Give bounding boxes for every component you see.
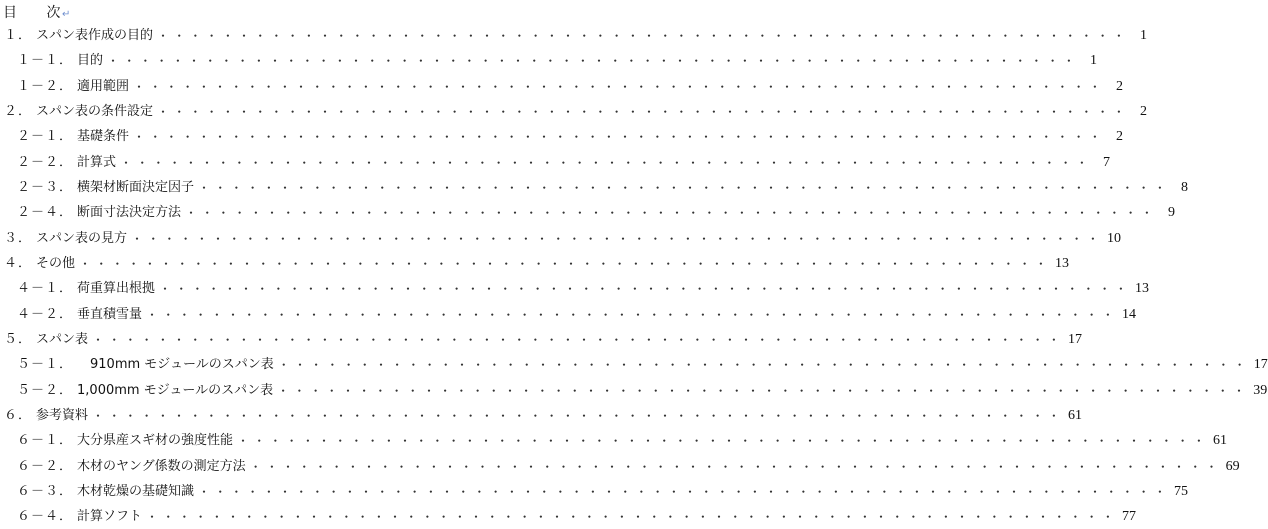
toc-entry-page: 2 <box>1140 104 1148 119</box>
toc-entry-number: ３． <box>4 231 33 246</box>
toc-entry-title: 適用範囲 <box>77 79 130 94</box>
toc-entry-leader: ・・・・・・・・・・・・・・・・・・・・・・・・・・・・・・・・・・・・・・・・・・・・・・・・・・・・・・・・・・・・ <box>157 29 1130 43</box>
toc-entry-4-1 <box>17 279 1150 299</box>
toc-entry-6-2 <box>17 457 1240 477</box>
toc-entry-page: 13 <box>1135 281 1150 296</box>
toc-entry-number: ６－２． <box>17 459 74 474</box>
toc-entry-1-1 <box>17 51 1098 71</box>
toc-entry-number: ６－１． <box>17 433 74 448</box>
toc-entry-number: ６． <box>4 408 33 423</box>
toc-entry-leader: ・・・・・・・・・・・・・・・・・・・・・・・・・・・・・・・・・・・・・・・・・・・・・・・・・・・・・・・・・・・・ <box>107 54 1080 68</box>
toc-entry-number: ４－１． <box>17 281 74 296</box>
toc-entry-1 <box>4 26 1148 46</box>
toc-entry-title: その他 <box>36 256 76 271</box>
toc-entry-title: 垂直積雪量 <box>77 307 143 322</box>
toc-entry-2-2 <box>17 153 1111 173</box>
toc-entry-2-4 <box>17 203 1176 223</box>
toc-entry-title: 1,000mm モジュールのスパン表 <box>77 383 274 398</box>
toc-entry-leader: ・・・・・・・・・・・・・・・・・・・・・・・・・・・・・・・・・・・・・・・・・・・・・・・・・・・・・・・・・・・・ <box>120 156 1093 170</box>
paragraph-mark-icon: ↵ <box>62 8 71 20</box>
toc-entry-leader: ・・・・・・・・・・・・・・・・・・・・・・・・・・・・・・・・・・・・・・・・・・・・・・・・・・・・・・・・・・・・ <box>133 80 1106 94</box>
toc-entry-page: 17 <box>1253 357 1268 372</box>
toc-entry-leader: ・・・・・・・・・・・・・・・・・・・・・・・・・・・・・・・・・・・・・・・・・・・・・・・・・・・・・・・・・・・・ <box>198 485 1171 499</box>
toc-entry-title: 木材乾燥の基礎知識 <box>77 484 195 499</box>
toc-entry-4-2 <box>17 305 1137 325</box>
toc-entry-leader: ・・・・・・・・・・・・・・・・・・・・・・・・・・・・・・・・・・・・・・・・・・・・・・・・・・・・・・・・・・・・ <box>133 130 1106 144</box>
toc-entry-page: 69 <box>1225 459 1240 474</box>
toc-entry-number: ４－２． <box>17 307 74 322</box>
toc-entry-1-2 <box>17 77 1124 97</box>
toc-entry-title: スパン表 <box>36 332 89 347</box>
toc-entry-title: 大分県産スギ材の強度性能 <box>77 433 234 448</box>
toc-entry-leader: ・・・・・・・・・・・・・・・・・・・・・・・・・・・・・・・・・・・・・・・・・・・・・・・・・・・・・・・・・・・・ <box>79 257 1052 271</box>
toc-entry-6-3 <box>17 482 1189 502</box>
toc-entry-leader: ・・・・・・・・・・・・・・・・・・・・・・・・・・・・・・・・・・・・・・・・・・・・・・・・・・・・・・・・・・・・ <box>249 460 1222 474</box>
toc-entry-page: 17 <box>1068 332 1083 347</box>
toc-entry-leader: ・・・・・・・・・・・・・・・・・・・・・・・・・・・・・・・・・・・・・・・・・・・・・・・・・・・・・・・・・・・・ <box>131 232 1104 246</box>
toc-entry-page: 61 <box>1213 433 1228 448</box>
toc-entry-title: 木材のヤング係数の測定方法 <box>77 459 246 474</box>
toc-entry-page: 7 <box>1103 155 1111 170</box>
toc-entry-title: スパン表の条件設定 <box>36 104 154 119</box>
toc-entry-leader: ・・・・・・・・・・・・・・・・・・・・・・・・・・・・・・・・・・・・・・・・・・・・・・・・・・・・・・・・・・・・ <box>277 358 1250 372</box>
toc-entry-number: ２－４． <box>17 205 74 220</box>
toc-entry-5 <box>4 330 1083 350</box>
toc-entry-title: 910mm モジュールのスパン表 <box>77 357 274 372</box>
toc-entry-page: 77 <box>1122 509 1137 524</box>
toc-entry-page: 75 <box>1174 484 1189 499</box>
toc-entry-number: ２－１． <box>17 129 74 144</box>
toc-entry-leader: ・・・・・・・・・・・・・・・・・・・・・・・・・・・・・・・・・・・・・・・・・・・・・・・・・・・・・・・・・・・・ <box>198 181 1171 195</box>
toc-entry-page: 1 <box>1140 28 1148 43</box>
toc-entry-title: 断面寸法決定方法 <box>77 205 182 220</box>
toc-heading <box>3 1 71 23</box>
toc-entry-leader: ・・・・・・・・・・・・・・・・・・・・・・・・・・・・・・・・・・・・・・・・・・・・・・・・・・・・・・・・・・・・ <box>237 434 1210 448</box>
toc-entry-leader: ・・・・・・・・・・・・・・・・・・・・・・・・・・・・・・・・・・・・・・・・・・・・・・・・・・・・・・・・・・・・ <box>159 282 1132 296</box>
toc-entry-4 <box>4 254 1070 274</box>
toc-entry-5-1 <box>17 355 1268 375</box>
toc-entry-leader: ・・・・・・・・・・・・・・・・・・・・・・・・・・・・・・・・・・・・・・・・・・・・・・・・・・・・・・・・・・・・ <box>157 105 1130 119</box>
toc-entry-page: 10 <box>1107 231 1122 246</box>
toc-entry-5-2 <box>17 381 1268 401</box>
toc-entry-title: 荷重算出根拠 <box>77 281 156 296</box>
toc-heading-text: 目 次 <box>3 5 61 21</box>
toc-entry-leader: ・・・・・・・・・・・・・・・・・・・・・・・・・・・・・・・・・・・・・・・・・・・・・・・・・・・・・・・・・・・・ <box>277 384 1250 398</box>
toc-entry-title: 計算ソフト <box>77 509 143 524</box>
toc-entry-leader: ・・・・・・・・・・・・・・・・・・・・・・・・・・・・・・・・・・・・・・・・・・・・・・・・・・・・・・・・・・・・ <box>146 308 1119 322</box>
toc-entry-number: ２． <box>4 104 33 119</box>
toc-entry-leader: ・・・・・・・・・・・・・・・・・・・・・・・・・・・・・・・・・・・・・・・・・・・・・・・・・・・・・・・・・・・・ <box>185 206 1158 220</box>
toc-entry-page: 13 <box>1055 256 1070 271</box>
toc-entry-2-3 <box>17 178 1189 198</box>
toc-entry-leader: ・・・・・・・・・・・・・・・・・・・・・・・・・・・・・・・・・・・・・・・・・・・・・・・・・・・・・・・・・・・・ <box>92 409 1065 423</box>
toc-entry-title: 基礎条件 <box>77 129 130 144</box>
toc-entry-6-1 <box>17 431 1228 451</box>
toc-entry-3 <box>4 229 1122 249</box>
toc-entry-page: 39 <box>1253 383 1268 398</box>
toc-entry-2 <box>4 102 1148 122</box>
toc-entry-number: ５－２． <box>17 383 74 398</box>
toc-entry-number: ６－３． <box>17 484 74 499</box>
toc-entry-title: 目的 <box>77 53 104 68</box>
toc-entry-page: 14 <box>1122 307 1137 322</box>
toc-entry-leader: ・・・・・・・・・・・・・・・・・・・・・・・・・・・・・・・・・・・・・・・・・・・・・・・・・・・・・・・・・・・・ <box>146 510 1119 524</box>
toc-entry-number: １． <box>4 28 33 43</box>
toc-entry-page: 8 <box>1181 180 1189 195</box>
toc-entry-page: 2 <box>1116 129 1124 144</box>
toc-entry-number: ２－２． <box>17 155 74 170</box>
toc-entry-page: 61 <box>1068 408 1083 423</box>
toc-entry-leader: ・・・・・・・・・・・・・・・・・・・・・・・・・・・・・・・・・・・・・・・・・・・・・・・・・・・・・・・・・・・・ <box>92 333 1065 347</box>
toc-entry-page: 9 <box>1168 205 1176 220</box>
toc-entry-6-4 <box>17 507 1137 527</box>
toc-entry-page: 2 <box>1116 79 1124 94</box>
toc-entry-6 <box>4 406 1083 426</box>
toc-entry-number: ５． <box>4 332 33 347</box>
toc-entry-title: スパン表作成の目的 <box>36 28 154 43</box>
toc-entry-title: 参考資料 <box>36 408 89 423</box>
toc-entry-page: 1 <box>1090 53 1098 68</box>
toc-entry-number: ４． <box>4 256 33 271</box>
toc-entry-number: １－１． <box>17 53 74 68</box>
toc-entry-title: スパン表の見方 <box>36 231 128 246</box>
toc-entry-2-1 <box>17 127 1124 147</box>
toc-entry-title: 横架材断面決定因子 <box>77 180 195 195</box>
toc-entry-number: ５－１． <box>17 357 74 372</box>
toc-entry-title: 計算式 <box>77 155 117 170</box>
toc-entry-number: １－２． <box>17 79 74 94</box>
toc-entry-number: ６－４． <box>17 509 74 524</box>
toc-entry-number: ２－３． <box>17 180 74 195</box>
